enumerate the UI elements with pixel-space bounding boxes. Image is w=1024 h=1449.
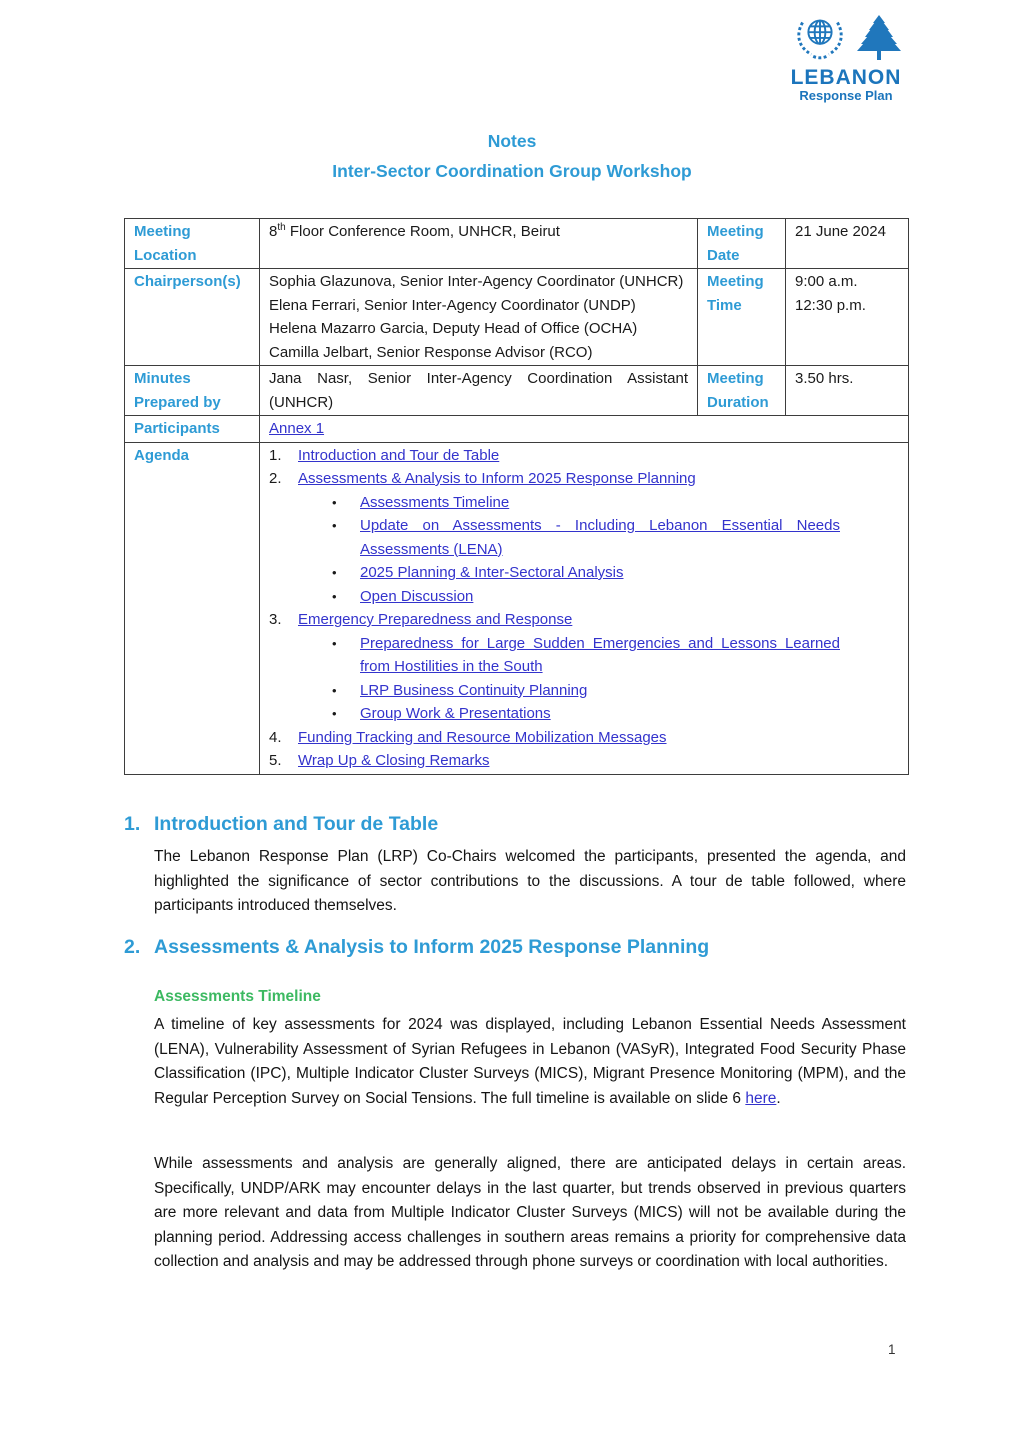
table-row [125, 416, 909, 443]
section-1-heading: 1. Introduction and Tour de Table [124, 813, 439, 835]
table-row [125, 366, 909, 416]
agenda-item: 2. Assessments & Analysis to Inform 2025 Response Planning [269, 467, 899, 491]
agenda-subitem [332, 632, 899, 679]
table-row [125, 219, 909, 269]
meeting-date-value: 21 June 2024 [786, 219, 909, 269]
bullet-icon: • [332, 494, 337, 510]
here-link[interactable]: here [745, 1089, 777, 1107]
agenda-link-funding-tracking[interactable]: Funding Tracking and Resource Mobilization Messages [298, 728, 667, 746]
bullet-icon: • [332, 706, 337, 721]
chairperson-line: Sophia Glazunova, Senior Inter-Agency Coordinator (UNHCR) [269, 273, 684, 290]
section-2-heading: 2. Assessments & Analysis to Inform 2025 Response Planning [124, 936, 710, 958]
agenda-link-group-work[interactable]: Group Work & Presentations [360, 705, 551, 722]
lebanon-response-plan-logo [782, 16, 910, 103]
annex-1-link[interactable]: Annex 1 [269, 420, 325, 437]
agenda-link-preparedness-large-emergencies[interactable]: Preparedness for Large Sudden Emergencies and Lessons Learned from Hostilities in the South [360, 634, 840, 675]
agenda-subitem [332, 679, 899, 703]
agenda-item: 3. Emergency Preparedness and Response [269, 608, 899, 632]
agenda-subitem [332, 702, 899, 726]
meeting-location-label: Meeting Location [125, 219, 260, 269]
agenda-subitem [332, 585, 899, 609]
section-1-paragraph: The Lebanon Response Plan (LRP) Co-Chairs welcomed the participants, presented the agenda, and highlighted the significance of sector contributions to the discussions. A tour de table followed, where participants introduced themselves. [154, 848, 906, 915]
agenda-link-assessments-timeline[interactable]: Assessments Timeline [360, 493, 510, 511]
meeting-time-label: Meeting Time [698, 269, 786, 366]
agenda-item: 4. Funding Tracking and Resource Mobilization Messages [269, 726, 899, 750]
agenda-cell [260, 442, 909, 774]
title-line-notes: Notes [487, 131, 537, 151]
meeting-duration-label: Meeting Duration [698, 366, 786, 416]
agenda-link-introduction[interactable]: Introduction and Tour de Table [298, 446, 500, 464]
title-line-workshop: Inter-Sector Coordination Group Workshop [332, 161, 692, 181]
un-emblem-icon [790, 13, 850, 66]
agenda-subitem [332, 514, 899, 561]
minutes-prepared-label: Minutes Prepared by [125, 366, 260, 416]
meeting-date-label: Meeting Date [698, 219, 786, 269]
agenda-link-open-discussion[interactable]: Open Discussion [360, 587, 474, 605]
table-row [125, 442, 909, 774]
logo-subtitle: Response Plan [799, 88, 893, 103]
participants-value [260, 416, 909, 443]
bullet-icon: • [332, 682, 337, 698]
meeting-time-value: 9:00 a.m. 12:30 p.m. [786, 269, 909, 366]
section-2-paragraph-2: While assessments and analysis are generally aligned, there are anticipated delays in certain areas. Specifically, UNDP/ARK may encounter delays in the last quarter, but trends observed in previous quarters are more relevant and data from Multiple Indicator Cluster Surveys (MICS) will not be available during the planning period. Addressing access challenges in southern areas remains a priority for comprehensive data collection and analysis and may be addressed through phone surveys or coordination with local authorities. [154, 1155, 906, 1271]
chairpersons-label: Chairperson(s) [125, 269, 260, 366]
chairpersons-value [260, 269, 698, 366]
agenda-subitem [332, 491, 899, 515]
agenda-link-assessments[interactable]: Assessments & Analysis to Inform 2025 Response Planning [298, 470, 696, 487]
participants-label: Participants [125, 416, 260, 443]
agenda-link-lrp-business-continuity[interactable]: LRP Business Continuity Planning [360, 681, 588, 699]
meeting-duration-value: 3.50 hrs. [786, 366, 909, 416]
page-number: 1 [888, 1342, 896, 1357]
agenda-item: 1. Introduction and Tour de Table [269, 444, 899, 468]
table-row [125, 269, 909, 366]
chairperson-line: Camilla Jelbart, Senior Response Advisor (RCO) [269, 343, 593, 361]
meeting-location-value: 8th Floor Conference Room, UNHCR, Beirut [260, 219, 698, 269]
agenda-link-2025-planning[interactable]: 2025 Planning & Inter-Sectoral Analysis [360, 564, 624, 581]
agenda-subitem [332, 561, 899, 585]
bullet-icon: • [332, 565, 337, 580]
cedar-tree-icon [856, 13, 902, 66]
bullet-icon: • [332, 588, 337, 604]
agenda-link-emergency-preparedness[interactable]: Emergency Preparedness and Response [298, 611, 573, 628]
agenda-label: Agenda [125, 442, 260, 774]
bullet-icon: • [332, 518, 337, 533]
chairperson-line: Helena Mazarro Garcia, Deputy Head of Office (OCHA) [269, 320, 638, 337]
chairperson-line: Elena Ferrari, Senior Inter-Agency Coordinator (UNDP) [269, 296, 636, 314]
assessments-timeline-subheading: Assessments Timeline [154, 988, 321, 1005]
agenda-link-update-assessments[interactable]: Update on Assessments - Including Lebanon Essential Needs Assessments (LENA) [360, 517, 840, 558]
agenda-link-wrap-up[interactable]: Wrap Up & Closing Remarks [298, 752, 490, 769]
section-2-paragraph-1: A timeline of key assessments for 2024 was displayed, including Lebanon Essential Needs Assessment (LENA), Vulnerability Assessment of Syrian Refugees in Lebanon (VASyR), Integrated Food Security Phase Classification (IPC), Multiple Indicator Cluster Surveys (MICS), Migrant Presence Monitoring (MPM), and the Regular Perception Survey on Social Tensions. The full timeline is available on slide 6 here. [154, 1016, 906, 1107]
document-title [0, 126, 1024, 186]
bullet-icon: • [332, 635, 337, 651]
logo-title: LEBANON [790, 66, 902, 89]
meeting-meta-table [124, 218, 909, 775]
agenda-item: 5. Wrap Up & Closing Remarks [269, 749, 899, 773]
minutes-prepared-value: Jana Nasr, Senior Inter-Agency Coordination Assistant (UNHCR) [260, 366, 698, 416]
